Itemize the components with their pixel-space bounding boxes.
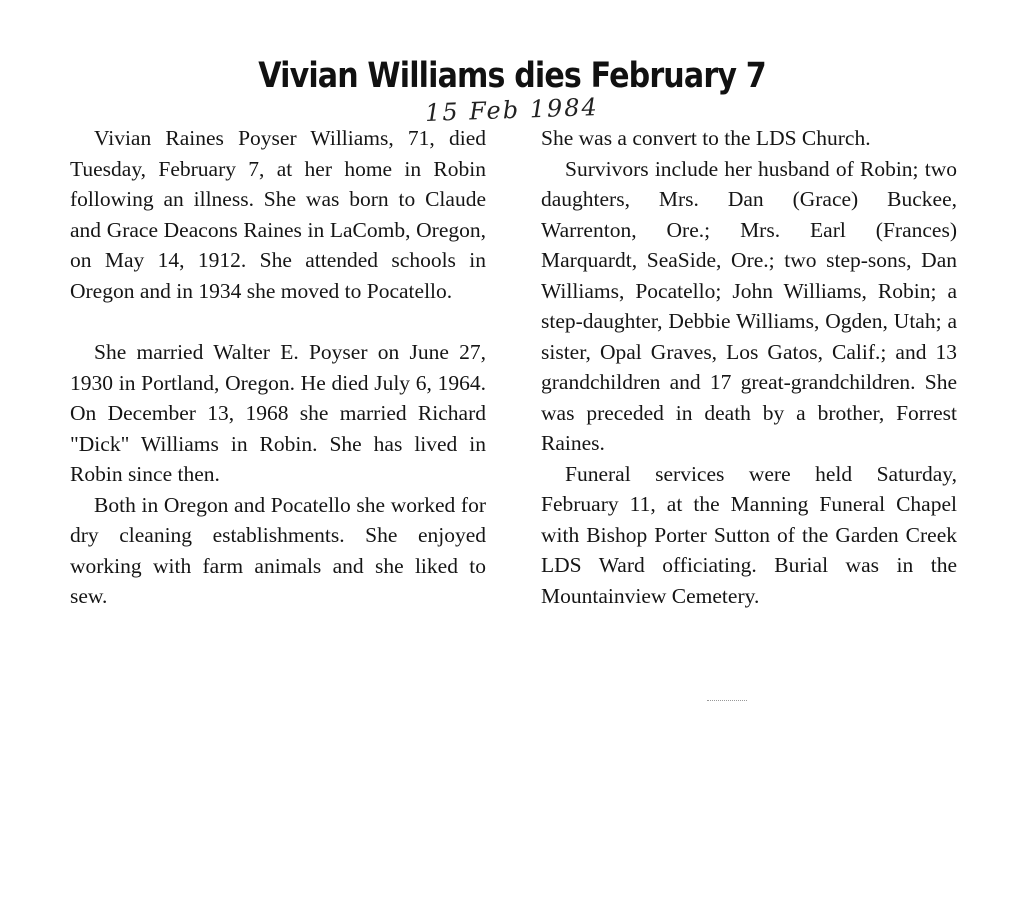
scan-speck	[707, 700, 747, 702]
paragraph-survivors: Survivors include her husband of Robin; two daughters, Mrs. Dan (Grace) Buckee, Warrenton, Ore.; Mrs. Earl (Frances) Marquardt, SeaSide, Ore.; two step-sons, Dan Williams, Pocatello; John Williams, Robin; a step-daughter, Debbie Williams, Ogden, Utah; a sister, Opal Graves, Los Gatos, Calif.; and 13 grandchildren and 17 great-grandchildren. She was preceded in death by a brother, Forrest Raines.	[541, 156, 957, 455]
paragraph-work: Both in Oregon and Pocatello she worked for dry cleaning establishments. She enjoyed working with farm animals and she liked to sew.	[70, 492, 486, 608]
left-column	[70, 123, 486, 612]
paragraph-intro: Vivian Raines Poyser Williams, 71, died Tuesday, February 7, at her home in Robin following an illness. She was born to Claude and Grace Deacons Raines in LaComb, Oregon, on May 14, 1912. She attended schools in Oregon and in 1934 she moved to Pocatello.	[70, 126, 486, 303]
paragraph-funeral: Funeral services were held Saturday, February 11, at the Manning Funeral Chapel with Bishop Porter Sutton of the Garden Creek LDS Ward officiating. Burial was in the Mountainview Cemetery.	[541, 461, 957, 608]
paragraph-church: She was a convert to the LDS Church.	[541, 126, 871, 150]
paragraph-marriage: She married Walter E. Poyser on June 27, 1930 in Portland, Oregon. He died July 6, 1964. On December 13, 1968 she married Richard "Dick" Williams in Robin. She has lived in Robin since then.	[70, 340, 486, 486]
handwritten-date: 15 Feb 1984	[424, 92, 600, 128]
headline: Vivian Williams dies February 7	[258, 56, 766, 96]
right-column	[541, 123, 957, 611]
